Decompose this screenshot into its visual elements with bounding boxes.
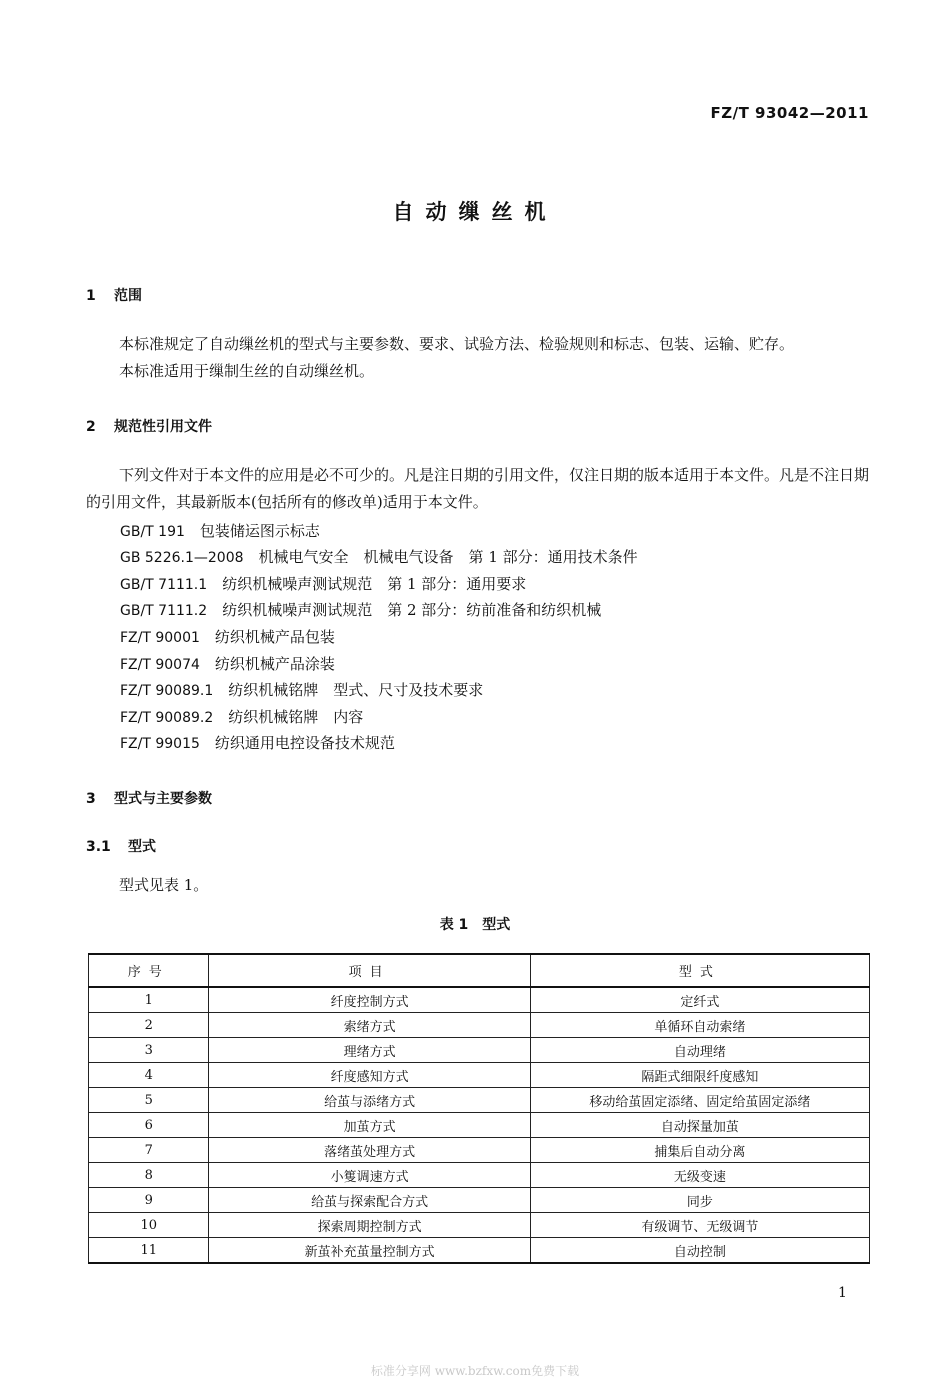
table-row (89, 1063, 870, 1088)
table-cell: 理绪方式 (209, 1038, 530, 1063)
table-cell: 7 (89, 1138, 209, 1163)
section-number: 1 (86, 288, 96, 304)
table-cell: 定纤式 (530, 987, 869, 1013)
column-header: 序号 (89, 954, 209, 987)
table-cell: 给茧与添绪方式 (209, 1088, 530, 1113)
reference-code: GB/T 7111.1 (120, 577, 208, 593)
column-header: 型式 (530, 954, 869, 987)
reference-code: FZ/T 99015 (120, 736, 200, 752)
table-cell: 给茧与探索配合方式 (209, 1188, 530, 1213)
watermark: 标准分享网 www.bzfxw.com免费下载 (370, 1364, 580, 1378)
reference-code: GB/T 191 (120, 524, 185, 540)
reference-item (120, 546, 638, 567)
table-cell: 落绪茧处理方式 (209, 1138, 530, 1163)
reference-item (120, 573, 526, 594)
table-cell: 5 (89, 1088, 209, 1113)
table-cell: 3 (89, 1038, 209, 1063)
subsection-number: 3.1 (86, 839, 111, 855)
table-cell: 加茧方式 (209, 1113, 530, 1138)
reference-title: 纺织机械产品包装 (214, 628, 335, 646)
reference-item (120, 732, 395, 753)
reference-code: GB/T 7111.2 (120, 603, 208, 619)
paragraph: 下列文件对于本文件的应用是必不可少的。凡是注日期的引用文件，仅注日期的版本适用于本文件。凡是不注日期的引用文件，其最新版本(包括所有的修改单)适用于本文件。 (86, 466, 870, 511)
reference-code: FZ/T 90089.2 (120, 710, 214, 726)
table-caption: 表 1 型式 (439, 917, 511, 933)
table-row (89, 1238, 870, 1264)
reference-title: 纺织机械铭牌 型式、尺寸及技术要求 (228, 681, 484, 699)
reference-title: 纺织机械铭牌 内容 (228, 708, 364, 726)
table-cell: 1 (89, 987, 209, 1013)
reference-code: FZ/T 90074 (120, 657, 200, 673)
table-header-row (89, 954, 870, 987)
reference-code: FZ/T 90001 (120, 630, 200, 646)
table-cell: 捕集后自动分离 (530, 1138, 869, 1163)
spec-table (88, 953, 870, 1264)
table-row (89, 1138, 870, 1163)
page-number: 1 (838, 1285, 847, 1301)
table-cell: 隔距式细限纤度感知 (530, 1063, 869, 1088)
table-cell: 小篗调速方式 (209, 1163, 530, 1188)
table-cell: 索绪方式 (209, 1013, 530, 1038)
reference-title: 包装储运图示标志 (199, 522, 320, 540)
reference-item (120, 599, 601, 620)
table-row (89, 987, 870, 1013)
section-number: 2 (86, 419, 96, 435)
table-cell: 自动控制 (530, 1238, 869, 1264)
reference-item (120, 706, 363, 727)
table-cell: 6 (89, 1113, 209, 1138)
table-row (89, 1013, 870, 1038)
table-cell: 11 (89, 1238, 209, 1264)
table-row (89, 1088, 870, 1113)
reference-item (120, 626, 335, 647)
reference-title: 纺织通用电控设备技术规范 (214, 734, 395, 752)
table-cell: 纤度控制方式 (209, 987, 530, 1013)
reference-code: FZ/T 90089.1 (120, 683, 214, 699)
section-1-heading (86, 285, 142, 305)
reference-item (120, 520, 320, 541)
paragraph: 本标准适用于缫制生丝的自动缫丝机。 (119, 362, 375, 380)
table-row (89, 1038, 870, 1063)
table-cell: 9 (89, 1188, 209, 1213)
table-cell: 探索周期控制方式 (209, 1213, 530, 1238)
table-cell: 新茧补充茧量控制方式 (209, 1238, 530, 1264)
table-row (89, 1113, 870, 1138)
column-header: 项目 (209, 954, 530, 987)
reference-code: GB 5226.1—2008 (120, 550, 244, 566)
section-2-heading (86, 416, 212, 436)
reference-item (120, 653, 335, 674)
table-row (89, 1213, 870, 1238)
section-title: 范围 (114, 288, 142, 304)
table-cell: 有级调节、无级调节 (530, 1213, 869, 1238)
reference-title: 机械电气安全 机械电气设备 第 1 部分：通用技术条件 (258, 548, 638, 566)
document-title: 自动缫丝机 (392, 200, 558, 224)
reference-title: 纺织机械产品涂装 (214, 655, 335, 673)
standard-number: FZ/T 93042—2011 (710, 104, 869, 122)
table-row (89, 1163, 870, 1188)
table-cell: 移动给茧固定添绪、固定给茧固定添绪 (530, 1088, 869, 1113)
table-cell: 纤度感知方式 (209, 1063, 530, 1088)
table-row (89, 1188, 870, 1213)
subsection-title: 型式 (128, 839, 156, 855)
paragraph: 本标准规定了自动缫丝机的型式与主要参数、要求、试验方法、检验规则和标志、包装、运输、贮存。 (119, 335, 795, 353)
reference-item (120, 679, 483, 700)
section-title: 型式与主要参数 (114, 791, 212, 807)
table-cell: 同步 (530, 1188, 869, 1213)
table-cell: 4 (89, 1063, 209, 1088)
subsection-3-1-heading (86, 836, 156, 856)
table-cell: 10 (89, 1213, 209, 1238)
table-cell: 无级变速 (530, 1163, 869, 1188)
section-title: 规范性引用文件 (114, 419, 212, 435)
table-cell: 2 (89, 1013, 209, 1038)
section-3-heading (86, 788, 212, 808)
reference-title: 纺织机械噪声测试规范 第 1 部分：通用要求 (222, 575, 527, 593)
table-cell: 自动理绪 (530, 1038, 869, 1063)
table-cell: 单循环自动索绪 (530, 1013, 869, 1038)
table-cell: 8 (89, 1163, 209, 1188)
table-cell: 自动探量加茧 (530, 1113, 869, 1138)
section-number: 3 (86, 791, 96, 807)
reference-title: 纺织机械噪声测试规范 第 2 部分：纺前准备和纺织机械 (222, 601, 602, 619)
paragraph: 型式见表 1。 (119, 876, 209, 894)
